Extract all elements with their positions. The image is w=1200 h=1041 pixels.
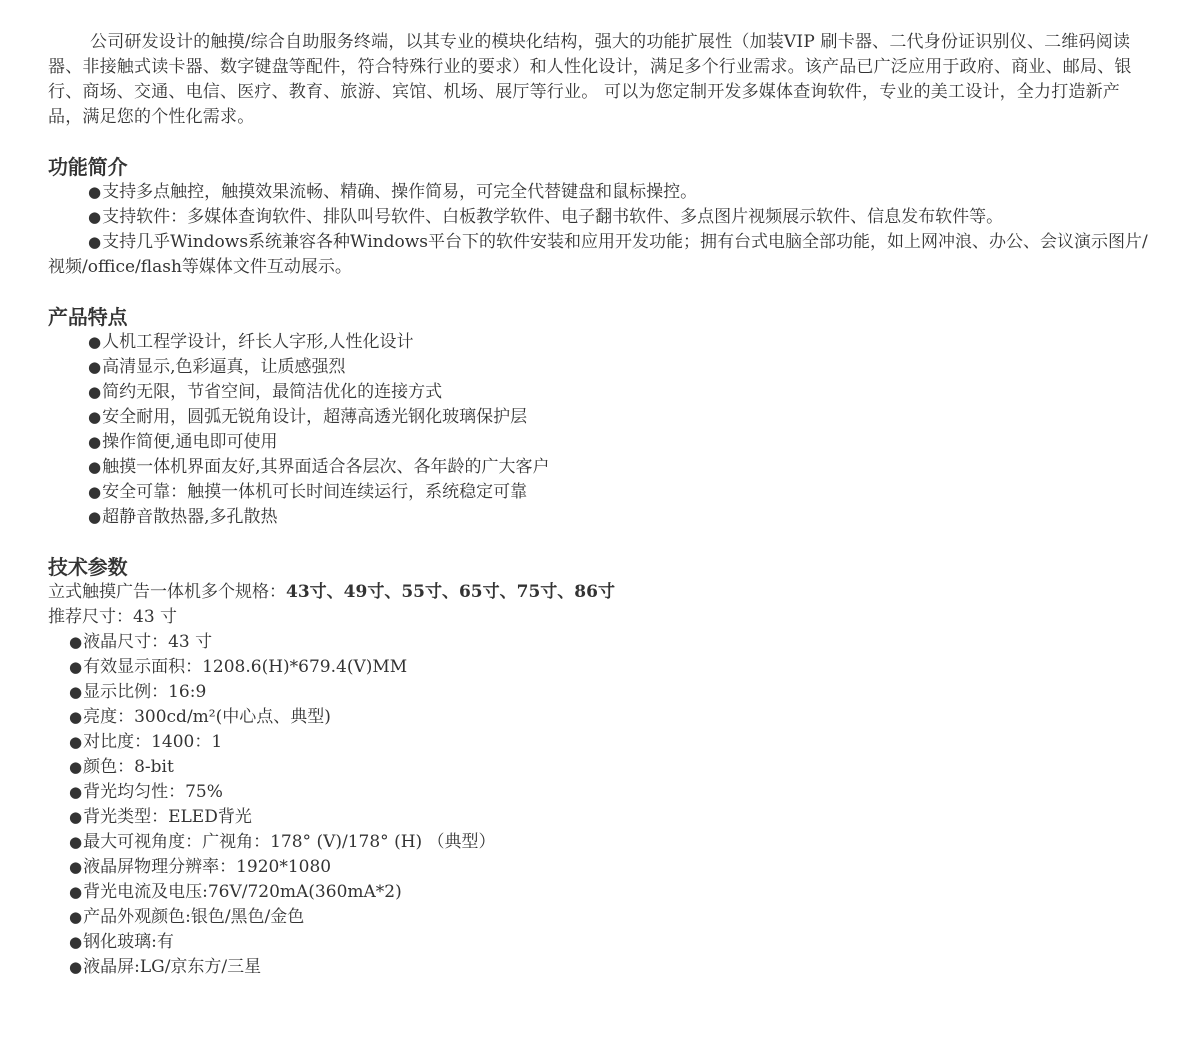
spec-item: ●液晶尺寸：43 寸 [69, 632, 213, 652]
sizes-value: 43寸、49寸、55寸、65寸、75寸、86寸 [286, 582, 615, 602]
section-title-functions: 功能简介 [48, 155, 128, 179]
sizes-line [48, 580, 1154, 605]
spacer [48, 130, 1154, 155]
spacer [48, 280, 1154, 305]
bullet-icon: ● [69, 858, 83, 876]
sizes-label: 立式触摸广告一体机多个规格： [48, 582, 286, 602]
bullet-icon: ● [88, 208, 102, 226]
bullet-icon: ● [69, 883, 83, 901]
list-item: ●操作简便,通电即可使用 [88, 432, 278, 452]
bullet-icon: ● [69, 808, 83, 826]
spec-item: ●亮度：300cd/m²(中心点、典型) [69, 707, 331, 727]
bullet-icon: ● [69, 758, 83, 776]
bullet-icon: ● [69, 683, 83, 701]
spec-item: ●钢化玻璃:有 [69, 932, 174, 952]
bullet-icon: ● [69, 933, 83, 951]
list-item: ●安全耐用，圆弧无锐角设计，超薄高透光钢化玻璃保护层 [88, 407, 528, 427]
spec-item: ●对比度：1400：1 [69, 732, 223, 752]
specs-list [48, 630, 1154, 980]
spec-item: ●液晶屏物理分辨率：1920*1080 [69, 857, 332, 877]
section-title-specs: 技术参数 [48, 555, 128, 579]
bullet-icon: ● [88, 433, 102, 451]
bullet-icon: ● [88, 508, 102, 526]
bullet-icon: ● [69, 708, 83, 726]
list-item: ●安全可靠：触摸一体机可长时间连续运行，系统稳定可靠 [88, 482, 528, 502]
spec-item: ●液晶屏:LG/京东方/三星 [69, 957, 262, 977]
features-list [48, 330, 1154, 530]
recommended-size: 推荐尺寸：43 寸 [48, 607, 178, 627]
bullet-icon: ● [69, 958, 83, 976]
spec-item: ●背光均匀性：75% [69, 782, 223, 802]
list-item: ●支持多点触控，触摸效果流畅、精确、操作简易，可完全代替键盘和鼠标操控。 [88, 182, 698, 202]
bullet-icon: ● [88, 333, 102, 351]
spec-item: ●最大可视角度：广视角：178° (V)/178° (H) （典型） [69, 832, 496, 852]
spec-item: ●显示比例：16:9 [69, 682, 207, 702]
intro-paragraph: 公司研发设计的触摸/综合自助服务终端，以其专业的模块化结构，强大的功能扩展性（加装VIP 刷卡器、二代身份证识别仪、二维码阅读器、非接触式读卡器、数字键盘等配件，符合特殊行业的要求）和人性化设计，满足多个行业需求。该产品已广泛应用于政府、商业、邮局、银行、商场、交通、电信、医疗、教育、旅游、宾馆、机场、展厅等行业。 可以为您定制开发多媒体查询软件，专业的美工设计，全力打造新产品，满足您的个性化需求。 [48, 32, 1132, 127]
bullet-icon: ● [88, 233, 102, 251]
spec-item: ●背光类型：ELED背光 [69, 807, 252, 827]
bullet-icon: ● [69, 658, 83, 676]
list-item: ●支持软件：多媒体查询软件、排队叫号软件、白板教学软件、电子翻书软件、多点图片视频展示软件、信息发布软件等。 [88, 207, 1004, 227]
bullet-icon: ● [69, 783, 83, 801]
spec-item: ●颜色：8-bit [69, 757, 174, 777]
bullet-icon: ● [88, 483, 102, 501]
spacer [48, 530, 1154, 555]
bullet-icon: ● [88, 358, 102, 376]
bullet-icon: ● [88, 458, 102, 476]
list-item: ●人机工程学设计，纤长人字形,人性化设计 [88, 332, 414, 352]
bullet-icon: ● [69, 733, 83, 751]
bullet-icon: ● [69, 908, 83, 926]
bullet-icon: ● [88, 408, 102, 426]
functions-list [48, 180, 1154, 280]
list-item: ●超静音散热器,多孔散热 [88, 507, 278, 527]
list-item: ●触摸一体机界面友好,其界面适合各层次、各年龄的广大客户 [88, 457, 550, 477]
bullet-icon: ● [88, 183, 102, 201]
bullet-icon: ● [88, 383, 102, 401]
bullet-icon: ● [69, 833, 83, 851]
spec-item: ●产品外观颜色:银色/黑色/金色 [69, 907, 305, 927]
list-item: ●支持几乎Windows系统兼容各种Windows平台下的软件安装和应用开发功能；拥有台式电脑全部功能，如上网冲浪、办公、会议演示图片/视频/office/flash等媒体文件互动展示。 [48, 232, 1148, 277]
spec-item: ●有效显示面积：1208.6(H)*679.4(V)MM [69, 657, 408, 677]
section-title-features: 产品特点 [48, 305, 128, 329]
list-item: ●高清显示,色彩逼真，让质感强烈 [88, 357, 346, 377]
list-item: ●简约无限，节省空间，最简洁优化的连接方式 [88, 382, 443, 402]
spec-item: ●背光电流及电压:76V/720mA(360mA*2) [69, 882, 402, 902]
bullet-icon: ● [69, 633, 83, 651]
